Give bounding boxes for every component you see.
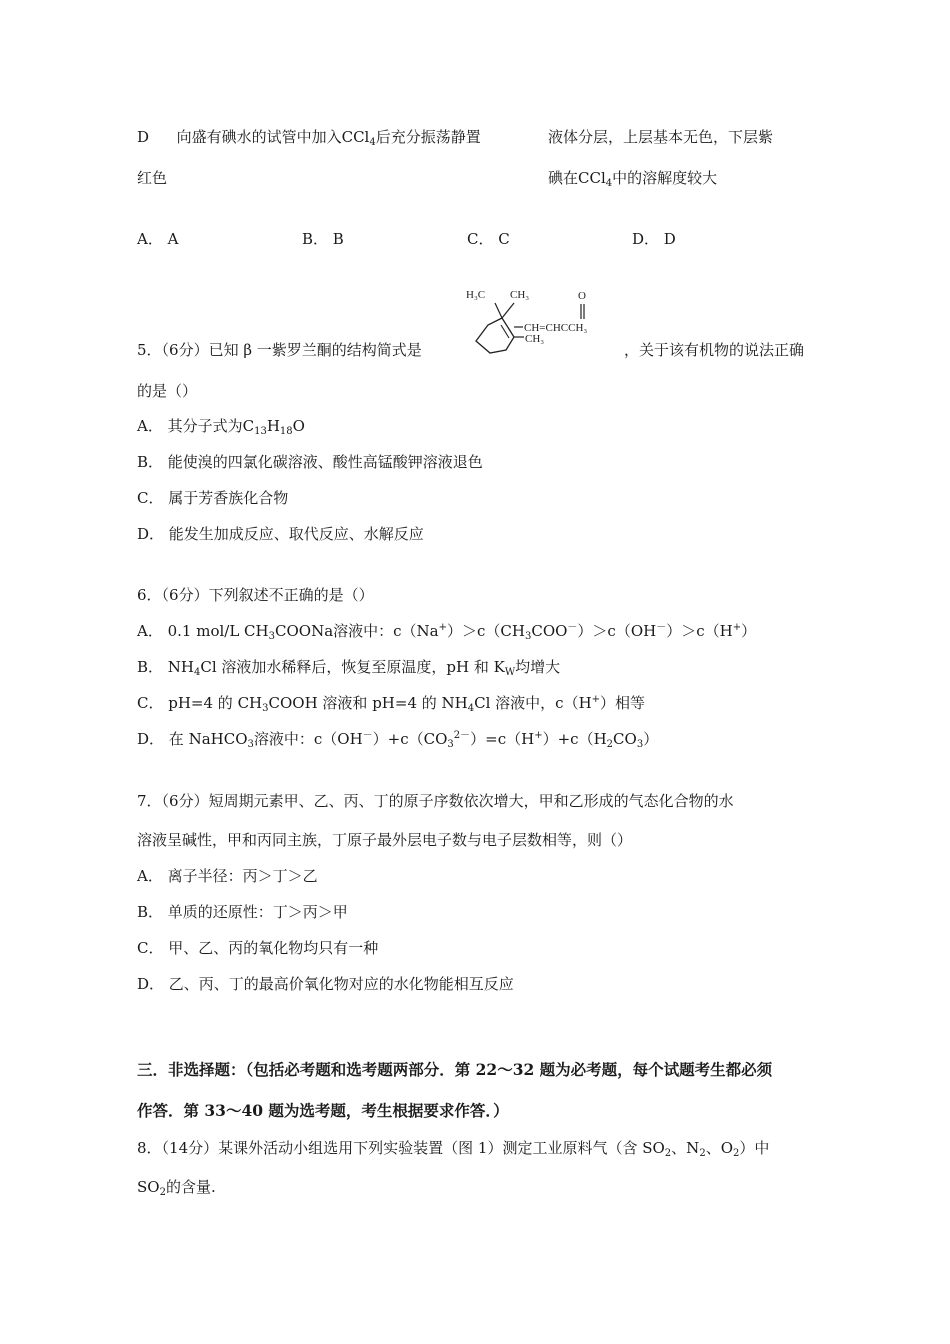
q7-option-c[interactable]: C． 甲、乙、丙的氧化物均只有一种 bbox=[137, 939, 379, 957]
q7-option-b[interactable]: B． 单质的还原性：丁＞丙＞甲 bbox=[137, 903, 348, 921]
q5-stem-2: ，关于该有机物的说法正确 bbox=[624, 341, 805, 359]
section3-heading-2: 作答．第 33～40 题为选考题，考生根据要求作答．） bbox=[137, 1101, 509, 1120]
q4-row-d-operation: 向盛有碘水的试管中加入CCl$_4$后充分振荡静置 bbox=[176, 128, 481, 148]
q4-option-c[interactable]: C． C bbox=[467, 230, 510, 248]
q7-stem-2: 溶液呈碱性，甲和丙同主族，丁原子最外层电子数与电子层数相等，则（） bbox=[137, 831, 633, 849]
struct-label-ch3-ring: CH₃ bbox=[525, 333, 545, 345]
q4-row-d-phenomenon-2: 红色 bbox=[137, 169, 168, 187]
q8-stem-2: $SO_2$的含量. bbox=[137, 1178, 216, 1198]
section3-heading-1: 三．非选择题：（包括必考题和选考题两部分．第 22～32 题为必考题，每个试题考生都必须 bbox=[137, 1060, 773, 1079]
q6-option-d[interactable]: D． 在 NaHCO$_3$溶液中：$c(OH^-)+c(CO_3^{2-})=c(H^+)+c(H_2CO_3)$ bbox=[137, 730, 659, 750]
q6-option-b[interactable]: B． $NH_4Cl$ 溶液加水稀释后，恢复至原温度，pH 和 $K_W$均增大 bbox=[137, 658, 561, 678]
q7-option-d[interactable]: D． 乙、丙、丁的最高价氧化物对应的水化物能相互反应 bbox=[137, 975, 514, 993]
q4-option-d[interactable]: D． D bbox=[632, 230, 676, 248]
q5-option-a[interactable]: A． 其分子式为$C_{13}H_{18}O$ bbox=[137, 417, 305, 437]
q8-stem-1: 8．（14分）某课外活动小组选用下列实验装置（图 1）测定工业原料气（含 $SO_2$、$N_2$、$O_2$）中 bbox=[137, 1139, 770, 1159]
q7-option-a[interactable]: A． 离子半径：丙＞丁＞乙 bbox=[137, 867, 318, 885]
q7-stem-1: 7．（6分）短周期元素甲、乙、丙、丁的原子序数依次增大，甲和乙形成的气态化合物的水 bbox=[137, 792, 734, 810]
q4-row-d-label: D bbox=[137, 128, 150, 146]
beta-ionone-structure bbox=[462, 285, 620, 357]
q4-row-d-phenomenon-1: 液体分层，上层基本无色，下层紫 bbox=[548, 128, 774, 146]
q5-stem-1: 5．（6分）已知 β 一紫罗兰酮的结构简式是 bbox=[137, 341, 422, 359]
q4-option-a[interactable]: A． A bbox=[137, 230, 179, 248]
q6-stem: 6．（6分）下列叙述不正确的是（） bbox=[137, 586, 374, 604]
q4-option-b[interactable]: B． B bbox=[302, 230, 344, 248]
struct-label-o: O bbox=[578, 290, 586, 302]
q5-option-d[interactable]: D． 能发生加成反应、取代反应、水解反应 bbox=[137, 525, 424, 543]
q5-option-b[interactable]: B． 能使溴的四氯化碳溶液、酸性高锰酸钾溶液退色 bbox=[137, 453, 483, 471]
q5-stem-3: 的是（） bbox=[137, 382, 198, 400]
struct-label-h3c: H₃C bbox=[466, 289, 486, 301]
q4-row-d-conclusion: 碘在CCl$_4$中的溶解度较大 bbox=[548, 169, 718, 189]
q4-row-d bbox=[137, 127, 481, 147]
q6-option-a[interactable]: A． 0.1 mol/L $CH_3COONa$溶液中：$c(Na^+)>c(CH_3COO^-)>c(OH^-)>c(H^+)$ bbox=[137, 622, 757, 642]
q6-option-c[interactable]: C． pH=4 的 $CH_3COOH$ 溶液和 pH=4 的 $NH_4Cl$ 溶液中，c（H+）相等 bbox=[137, 694, 646, 714]
struct-label-ch3-top: CH₃ bbox=[510, 289, 530, 301]
q5-option-c[interactable]: C． 属于芳香族化合物 bbox=[137, 489, 289, 507]
struct-label-chain: CH=CHCCH₃ bbox=[524, 322, 588, 334]
